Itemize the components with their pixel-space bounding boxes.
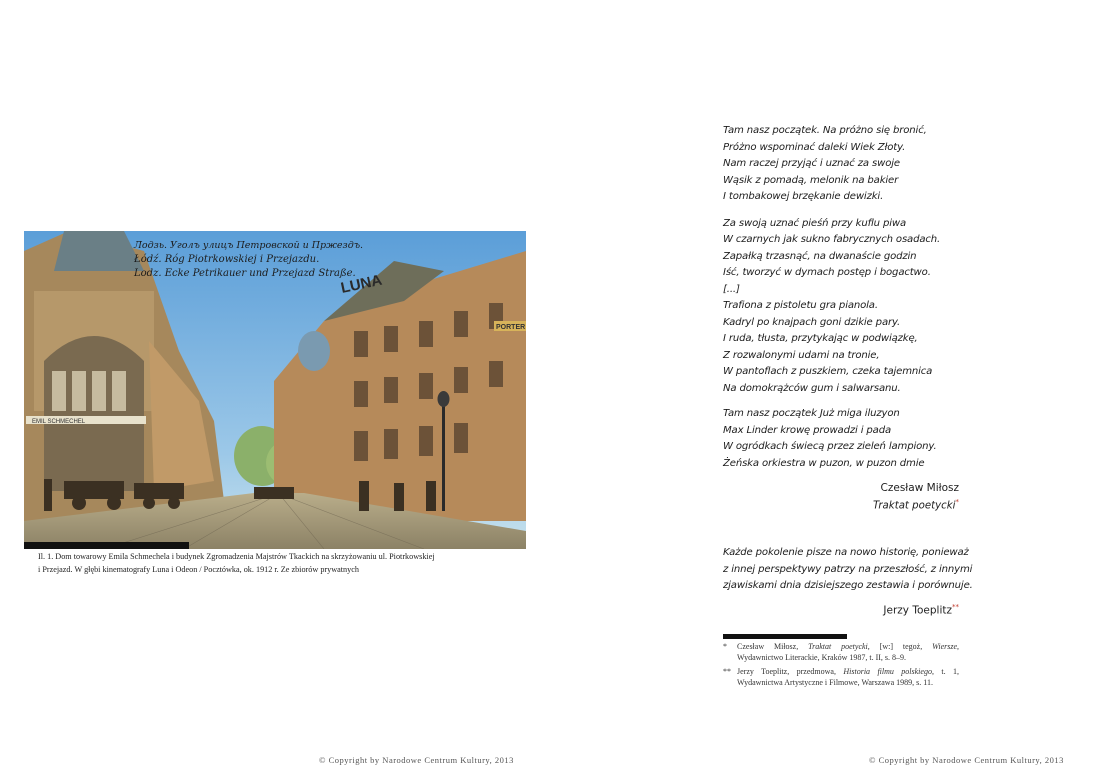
caption-line-1: Il. 1. Dom towarowy Emila Schmechela i budynek Zgromadzenia Majstrów Tkackich na skrzyżowaniu ul. Piotrkowskiej — [38, 552, 435, 561]
sign-schmechel: EMIL SCHMECHEL — [32, 419, 86, 425]
quote-line: zjawiskami dnia dzisiejszego zestawia i porównuje. — [723, 580, 973, 591]
figure-caption — [38, 550, 508, 576]
footnote-title: Wiersze — [932, 642, 958, 651]
poem-line: [...] — [723, 283, 740, 295]
copyright-right: © Copyright by Narodowe Centrum Kultury, 2013 — [869, 755, 1064, 765]
footnote-title: Traktat poetycki — [808, 642, 868, 651]
footnote-rule — [723, 634, 847, 639]
postcard-line-polish: Łódź. Róg Piotrkowskiej i Przejazdu. — [134, 254, 320, 265]
footnote-text: Czesław Miłosz, — [737, 642, 809, 651]
poem-line: Trafiona z pistoletu gra pianola. — [723, 300, 878, 311]
footnote-text: , t. 1, Wydawnictwa Artystyczne i Filmowe, Warszawa 1989, s. 11. — [737, 667, 959, 687]
poem-line: Żeńska orkiestra w puzon, w puzon dmie — [723, 457, 925, 469]
stanza-2 — [723, 216, 968, 398]
footnote-mark: ** — [723, 667, 731, 676]
footnote-text: , Wydawnictwo Literackie, Kraków 1987, t. II, s. 8–9. — [737, 642, 960, 662]
poem-line: Iść, tworzyć w dymach postęp i bogactwo. — [723, 267, 931, 278]
poem-line: I tombakowej brzękanie dewizki. — [723, 191, 884, 202]
postcard-photo — [24, 231, 526, 549]
quote-line: z innej perspektywy patrzy na przeszłość, z innymi — [723, 563, 973, 575]
caption-rule — [24, 542, 189, 549]
poem-line: Max Linder krowę prowadzi i pada — [723, 424, 892, 436]
footnote-text: , [w:] tegoż, — [867, 642, 933, 651]
poem-line: I ruda, tłusta, przytykając w podwiązkę, — [723, 333, 918, 344]
toeplitz-quote — [723, 545, 973, 595]
stanza-1 — [723, 123, 968, 206]
footnote-ref-2[interactable]: ** — [952, 603, 959, 611]
poem-line: Kadryl po knajpach goni dzikie pary. — [723, 316, 901, 328]
poem-line: Z rozwalonymi udami na tronie, — [723, 349, 880, 361]
poem-line: Zapałką trzasnąć, na dwanaście godzin — [723, 250, 917, 262]
postcard-line-german: Lodz. Ecke Petrikauer und Przejazd Straße. — [134, 268, 356, 279]
sign-luna: LUNA — [339, 271, 384, 297]
poem-line: W ogródkach świecą przez zieleń lampiony. — [723, 441, 937, 452]
poem-line: Tam nasz początek. Na próżno się bronić, — [723, 125, 927, 136]
poem-line: Na domokrążców gum i salwarsanu. — [723, 382, 901, 394]
footnote-mark: * — [723, 642, 727, 651]
poem-line: W pantoflach z puszkiem, czeka tajemnica — [723, 366, 933, 377]
poem-line: Nam raczej przyjąć i uznać za swoje — [723, 158, 900, 169]
poem-line: W czarnych jak sukno fabrycznych osadach. — [723, 234, 941, 245]
footnotes — [723, 641, 959, 691]
footnote-text: Jerzy Toeplitz, przedmowa, — [737, 667, 844, 676]
sign-porter: PORTER — [496, 324, 526, 331]
poem-work-text: Traktat poetycki — [872, 500, 956, 512]
footnote-2 — [723, 666, 959, 688]
poem-line: Wąsik z pomadą, melonik na bakier — [723, 174, 899, 186]
poem-author: Czesław Miłosz — [880, 482, 959, 494]
copyright-left: © Copyright by Narodowe Centrum Kultury, 2013 — [319, 755, 514, 765]
poem — [723, 123, 968, 472]
caption-line-2: i Przejazd. W głębi kinematografy Luna i Odeon / Pocztówka, ok. 1912 r. Ze zbiorów prywatnych — [38, 565, 359, 574]
poem-line: Próżno wspominać daleki Wiek Złoty. — [723, 141, 906, 153]
postcard-line-russian: Лодзь. Уголъ улицъ Петровской и Пржездъ. — [134, 240, 364, 251]
poem-line: Za swoją uznać pieśń przy kuflu piwa — [723, 217, 907, 229]
footnote-title: Historia filmu polskiego — [843, 667, 932, 676]
poem-line: Tam nasz początek Już miga iluzyon — [723, 408, 900, 419]
stanza-3 — [723, 406, 968, 472]
footnote-1 — [723, 641, 959, 663]
quote-author — [883, 603, 959, 617]
quote-author-name: Jerzy Toeplitz — [883, 604, 952, 617]
footnote-ref-1[interactable]: * — [955, 498, 959, 506]
poem-work-title — [873, 498, 959, 511]
quote-line: Każde pokolenie pisze na nowo historię, ponieważ — [723, 547, 969, 558]
